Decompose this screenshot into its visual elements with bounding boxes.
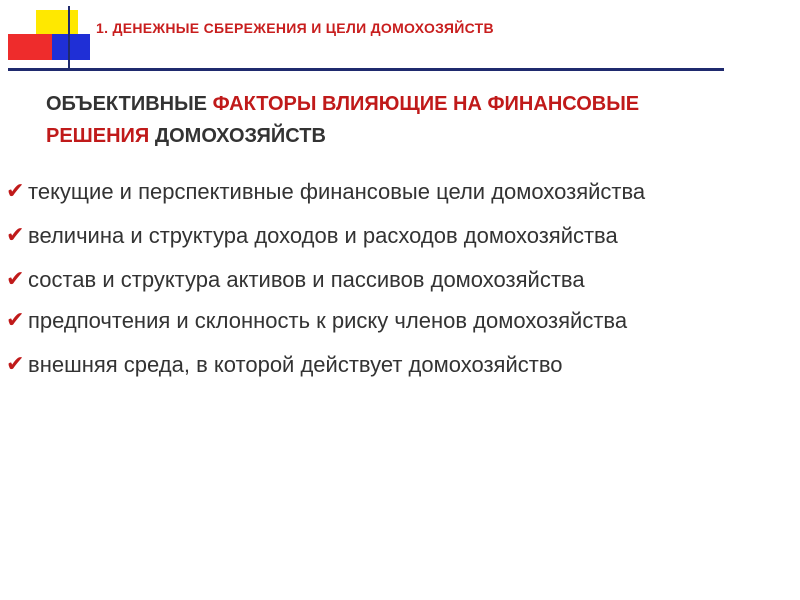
list-item-text: текущие и перспективные финансовые цели домохозяйства	[28, 179, 646, 204]
list-item	[6, 349, 758, 381]
subtitle-part-3: ДОМОХОЗЯЙСТВ	[149, 125, 326, 147]
decor-red-rect	[8, 34, 52, 60]
checkmark-icon: ✔	[6, 308, 25, 333]
checkmark-icon: ✔	[6, 179, 25, 204]
list-item	[6, 305, 758, 337]
slide-subtitle	[46, 88, 686, 152]
header-divider	[8, 68, 724, 71]
list-item	[6, 176, 758, 208]
checkmark-icon: ✔	[6, 352, 25, 377]
list-item-text: состав и структура активов и пассивов домохозяйства	[28, 267, 585, 292]
slide-header-title: 1. ДЕНЕЖНЫЕ СБЕРЕЖЕНИЯ И ЦЕЛИ ДОМОХОЗЯЙСТВ	[96, 20, 494, 36]
list-item-text: предпочтения и склонность к риску членов домохозяйства	[28, 308, 628, 333]
factors-list	[6, 176, 758, 390]
list-item-text: внешняя среда, в которой действует домохозяйство	[28, 352, 563, 377]
list-item	[6, 264, 758, 296]
checkmark-icon: ✔	[6, 223, 25, 248]
decor-vertical-line	[68, 6, 70, 70]
subtitle-part-1: ОБЪЕКТИВНЫЕ	[46, 93, 213, 115]
subtitle-part-red: ФАКТОРЫ ВЛИЯЮЩИЕ НА ФИНАНСОВЫЕ РЕШЕНИЯ	[46, 93, 640, 147]
decor-blue-rect	[52, 34, 90, 60]
list-item	[6, 220, 758, 252]
list-item-text: величина и структура доходов и расходов домохозяйства	[28, 223, 618, 248]
checkmark-icon: ✔	[6, 267, 25, 292]
